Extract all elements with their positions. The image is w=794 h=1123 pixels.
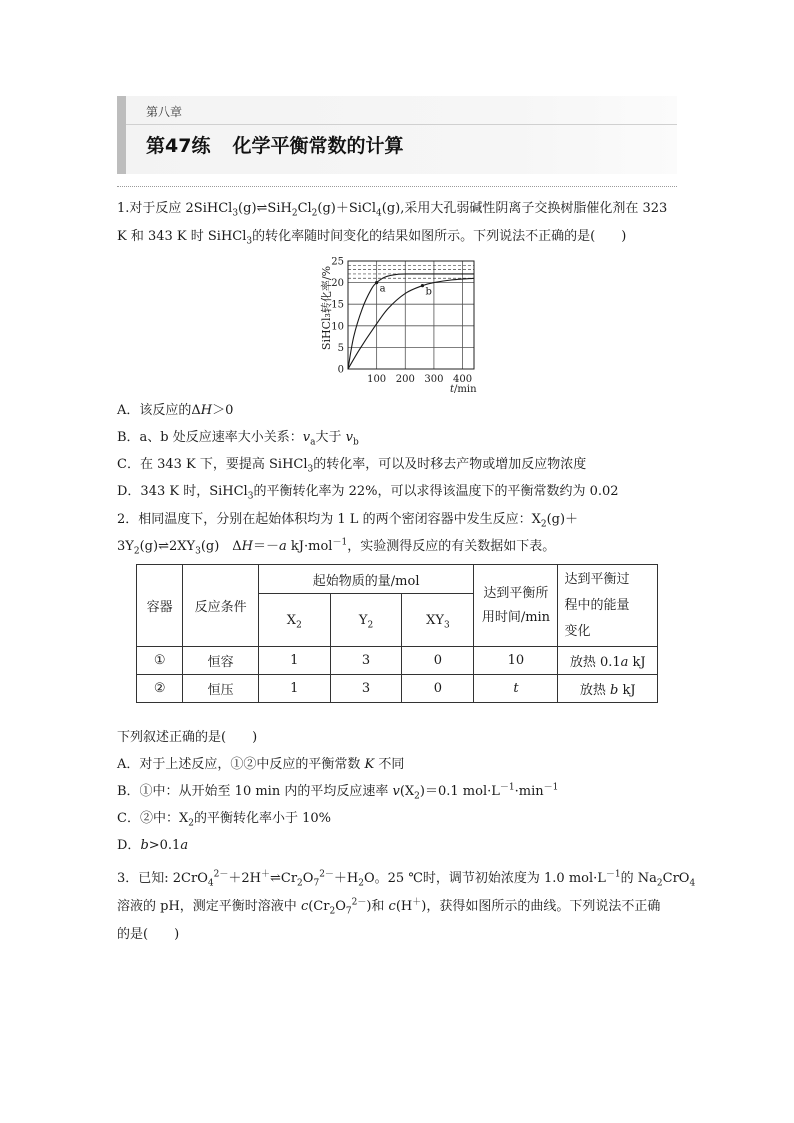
header-time: 达到平衡所 用时间/min (474, 565, 558, 647)
q1-line-2: K 和 343 K 时 SiHCl$_3$的转化率随时间变化的结果如图所示。下列说法不正确的是( ) (117, 229, 627, 247)
q3-line-3: 的是( ) (117, 927, 180, 942)
plot-frame (348, 261, 474, 369)
q1-option-b: B．a、b 处反应速率大小关系：$v_a$大于 $v_b$ (117, 430, 359, 448)
header-y2: $Y_2$ (330, 594, 402, 647)
series-line-a (348, 274, 474, 369)
conversion-chart (312, 253, 482, 395)
q1-option-a: A．该反应的ΔH＞0 (117, 403, 234, 418)
x-tick-label: 200 (395, 374, 415, 385)
table-row: ② 恒压 1 3 0 t 放热 b kJ (137, 675, 658, 703)
header-xy3: $XY_3$ (402, 594, 474, 647)
q2-option-a: A．对于上述反应，①②中反应的平衡常数 K 不同 (117, 757, 405, 772)
lesson-number: 第47练 (146, 135, 211, 157)
q2-option-c: C．②中：$X_2$的平衡转化率小于 10% (117, 811, 331, 829)
q2-option-d: D．b>0.1a (117, 838, 189, 853)
point-label-a: a (379, 283, 386, 295)
header-accent-bar (117, 96, 126, 174)
header-dotted-rule (117, 186, 677, 187)
lesson-name: 化学平衡常数的计算 (232, 135, 404, 157)
chapter-label: 第八章 (146, 105, 183, 119)
q2-line-2: $3Y_2(g)\rightleftharpoons 2XY_3(g)$ ΔH＝－a kJ·mol$^{-1}$，实验测得反应的有关数据如下表。 (117, 537, 556, 557)
header-condition: 反应条件 (183, 565, 259, 647)
series-line-b (348, 278, 474, 369)
y-tick-label: 20 (331, 278, 344, 290)
q3-line-2: 溶液的 pH，测定平衡时溶液中 $c(Cr_2O_7^{2-})$和 c(H＋)，获得如图所示的曲线。下列说法不正确 (117, 897, 661, 917)
y-tick-label: 15 (331, 299, 344, 311)
point-label-b: b (425, 286, 432, 298)
x-tick-label: 400 (452, 374, 473, 385)
lesson-title (146, 131, 403, 158)
q3-line-1: 3．已知: $2CrO_4^{2-}+2H^+\rightleftharpoons Cr_2O_7^{2-}+H_2O$。25 ℃时，调节初始浓度为 1.0 $mol\cdot L^{-1}$的 $Na_2CrO_4$ (117, 869, 696, 889)
y-tick-label: 10 (331, 321, 344, 333)
q1-option-d: D．343 K 时，SiHCl$_3$的平衡转化率为 22%，可以求得该温度下的平衡常数约为 0.02 (117, 484, 619, 502)
point-marker-a (375, 281, 378, 284)
chart-xlabel: t/min (450, 384, 477, 395)
y-tick-label: 25 (331, 256, 344, 268)
x-tick-label: 300 (424, 374, 444, 385)
q2-stem: 下列叙述正确的是( ) (117, 730, 258, 745)
q1-option-c: C．在 343 K 下，要提高 SiHCl$_3$的转化率，可以及时移去产物或增加反应物浓度 (117, 457, 587, 475)
x-tick-label: 100 (367, 374, 387, 385)
table-row: ① 恒容 1 3 0 10 放热 0.1a kJ (137, 647, 658, 675)
q2-line-1: 2．相同温度下，分别在起始体积均为 1 L 的两个密闭容器中发生反应：$X_2(g)+$ (117, 512, 579, 530)
header-divider (126, 124, 677, 125)
q1-line-1: 1.对于反应 $2SiHCl_3(g)\rightleftharpoons SiH_2Cl_2(g)+SiCl_4(g)$,采用大孔弱碱性阴离子交换树脂催化剂在 323 (117, 201, 668, 219)
chart-ylabel: SiHCl₃转化率/% (320, 265, 333, 351)
point-marker-b (421, 284, 424, 287)
header-initial-amount: 起始物质的量/mol (258, 565, 473, 594)
header-container: 容器 (137, 565, 183, 647)
q2-option-b: B．①中：从开始至 10 min 内的平均反应速率 $v(X_2)=0.1$ $mol\cdot L^{-1}\cdot\min^{-1}$ (117, 782, 559, 802)
header-x2: $X_2$ (258, 594, 330, 647)
reaction-data-table (136, 564, 658, 703)
y-tick-label: 5 (337, 342, 344, 354)
y-tick-label: 0 (337, 364, 344, 376)
header-energy: 达到平衡过 程中的能量 变化 (558, 565, 658, 647)
